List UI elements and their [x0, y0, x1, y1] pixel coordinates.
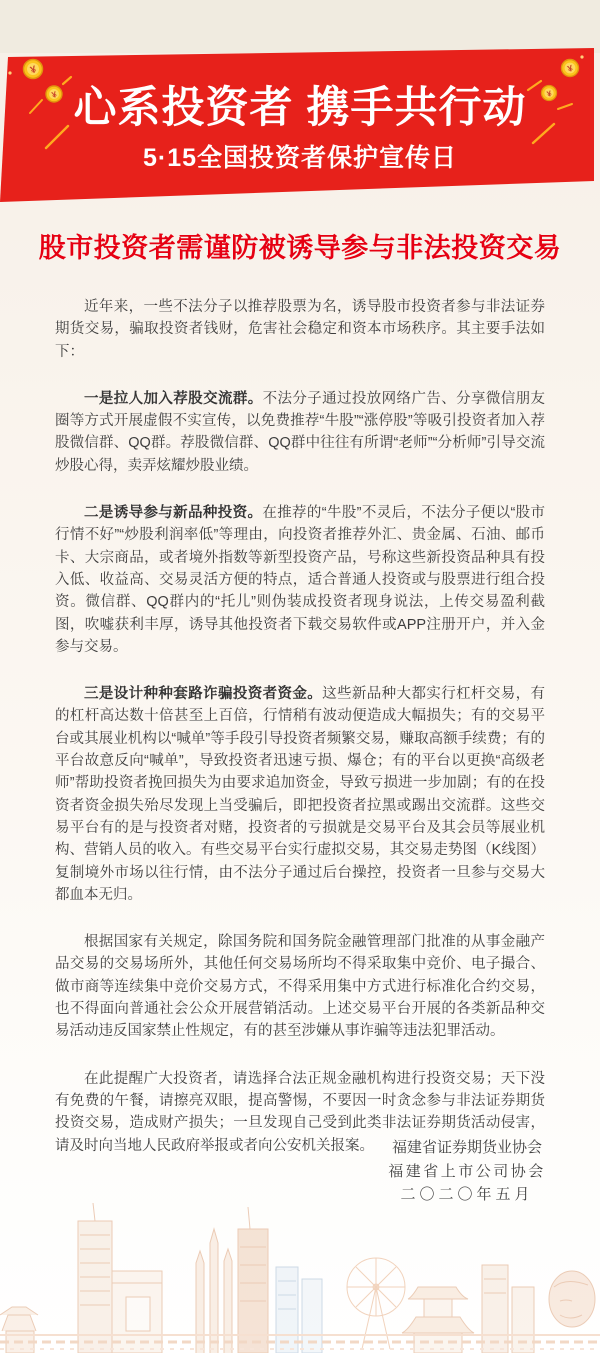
banner-subtitle: 5·15全国投资者保护宣传日 [142, 144, 458, 172]
article-body [55, 296, 545, 1182]
signature-block [387, 1136, 547, 1207]
paragraph-text: 这些新品种大都实行杠杆交易，有的杠杆高达数十倍甚至上百倍，行情稍有波动便造成大幅损失；有的交易平台或其展业机构以“喊单”等手段引导投资者频繁交易，赚取高额手续费；有的平台故意反向“喊单”，导致投资者迅速亏损、爆仓；有的平台以更换“高级老师”帮助投资者挽回损失为由要求追加资金，导致亏损进一步加剧；有的在投资者资金损失殆尽发现上当受骗后，即把投资者拉黑或踢出交流群。这些交易平台有的是与投资者对赌，投资者的亏损就是交易平台及其会员等展业机构、营销人员的收入。有些交易平台实行虚拟交易，其交易走势图（K线图）复制境外市场以往行情，由不法分子通过后台操控，投资者一旦参与交易大都血本无归。 [55, 686, 546, 903]
svg-text:¥: ¥ [545, 88, 553, 99]
paragraph-lead: 一是拉人加入荐股交流群。 [84, 390, 263, 407]
paragraph-text: 不法分子通过投放网络广告、分享微信朋友圈等方式开展虚假不实宣传，以免费推荐“牛股”“涨停股”等吸引投资者加入荐股微信群、QQ群。荐股微信群、QQ群中往往有所谓“老师”“分析师”引导交流炒股心得，卖弄炫耀炒股业绩。 [55, 390, 546, 474]
paragraph-text: 根据国家有关规定，除国务院和国务院金融管理部门批准的从事金融产品交易的交易场所外，其他任何交易场所均不得采取集中竞价、电子撮合、做市商等连续集中竞价交易方式，不得采用集中方式进行标准化合约交易，也不得面向普通社会公众开展营销活动。上述交易平台开展的各类新品种交易活动违反国家禁止性规定，有的甚至涉嫌从事诈骗等违法犯罪活动。 [55, 934, 545, 1040]
paragraph [55, 683, 545, 906]
city-skyline-illustration [0, 1203, 600, 1353]
paragraph-text: 在推荐的“牛股”不灵后，不法分子便以“股市行情不好”“炒股利润率低”等理由，向投资者推荐外汇、贵金属、石油、邮币卡、大宗商品，或者境外指数等新型投资产品，号称这些新投资品种具有投入低、收益高、交易灵活方便的特点，适合普通人投资或与股票进行组合投资。微信群、QQ群内的“托儿”则伪装成投资者现身说法，上传交易盈利截图，吹嘘获利丰厚，诱导其他投资者下载交易软件或APP注册开户，并入金参与交易。 [55, 505, 546, 655]
svg-text:¥: ¥ [50, 88, 58, 100]
paragraph [55, 388, 545, 477]
article-title: 股市投资者需谨防被诱导参与非法投资交易 [38, 233, 562, 263]
svg-text:¥: ¥ [566, 62, 575, 75]
paragraph-lead: 二是诱导参与新品种投资。 [84, 505, 263, 522]
signature-date: 二〇二〇年五月 [400, 1186, 534, 1203]
svg-text:¥: ¥ [29, 64, 38, 77]
paragraph [55, 502, 545, 658]
paragraph [55, 931, 545, 1042]
paragraph-text: 在此提醒广大投资者，请选择合法正规金融机构进行投资交易；天下没有免费的午餐，请擦亮双眼，提高警惕，不要因一时贪念参与非法证券期货投资交易，造成财产损失；一旦发现自己受到此类非法证券期货活动侵害，请及时向当地人民政府举报或者向公安机关报案。 [55, 1070, 545, 1154]
paragraph-lead: 三是设计种种套路诈骗投资者资金。 [84, 686, 323, 703]
signature-org1: 福建省证券期货业协会 [391, 1139, 542, 1156]
banner-title: 心系投资者 携手共行动 [73, 84, 527, 132]
paragraph-text: 近年来，一些不法分子以推荐股票为名，诱导股市投资者参与非法证券期货交易，骗取投资者钱财，危害社会稳定和资本市场秩序。其主要手法如下： [55, 299, 545, 360]
paragraph [55, 296, 545, 363]
signature-org2: 福建省上市公司协会 [388, 1162, 546, 1180]
